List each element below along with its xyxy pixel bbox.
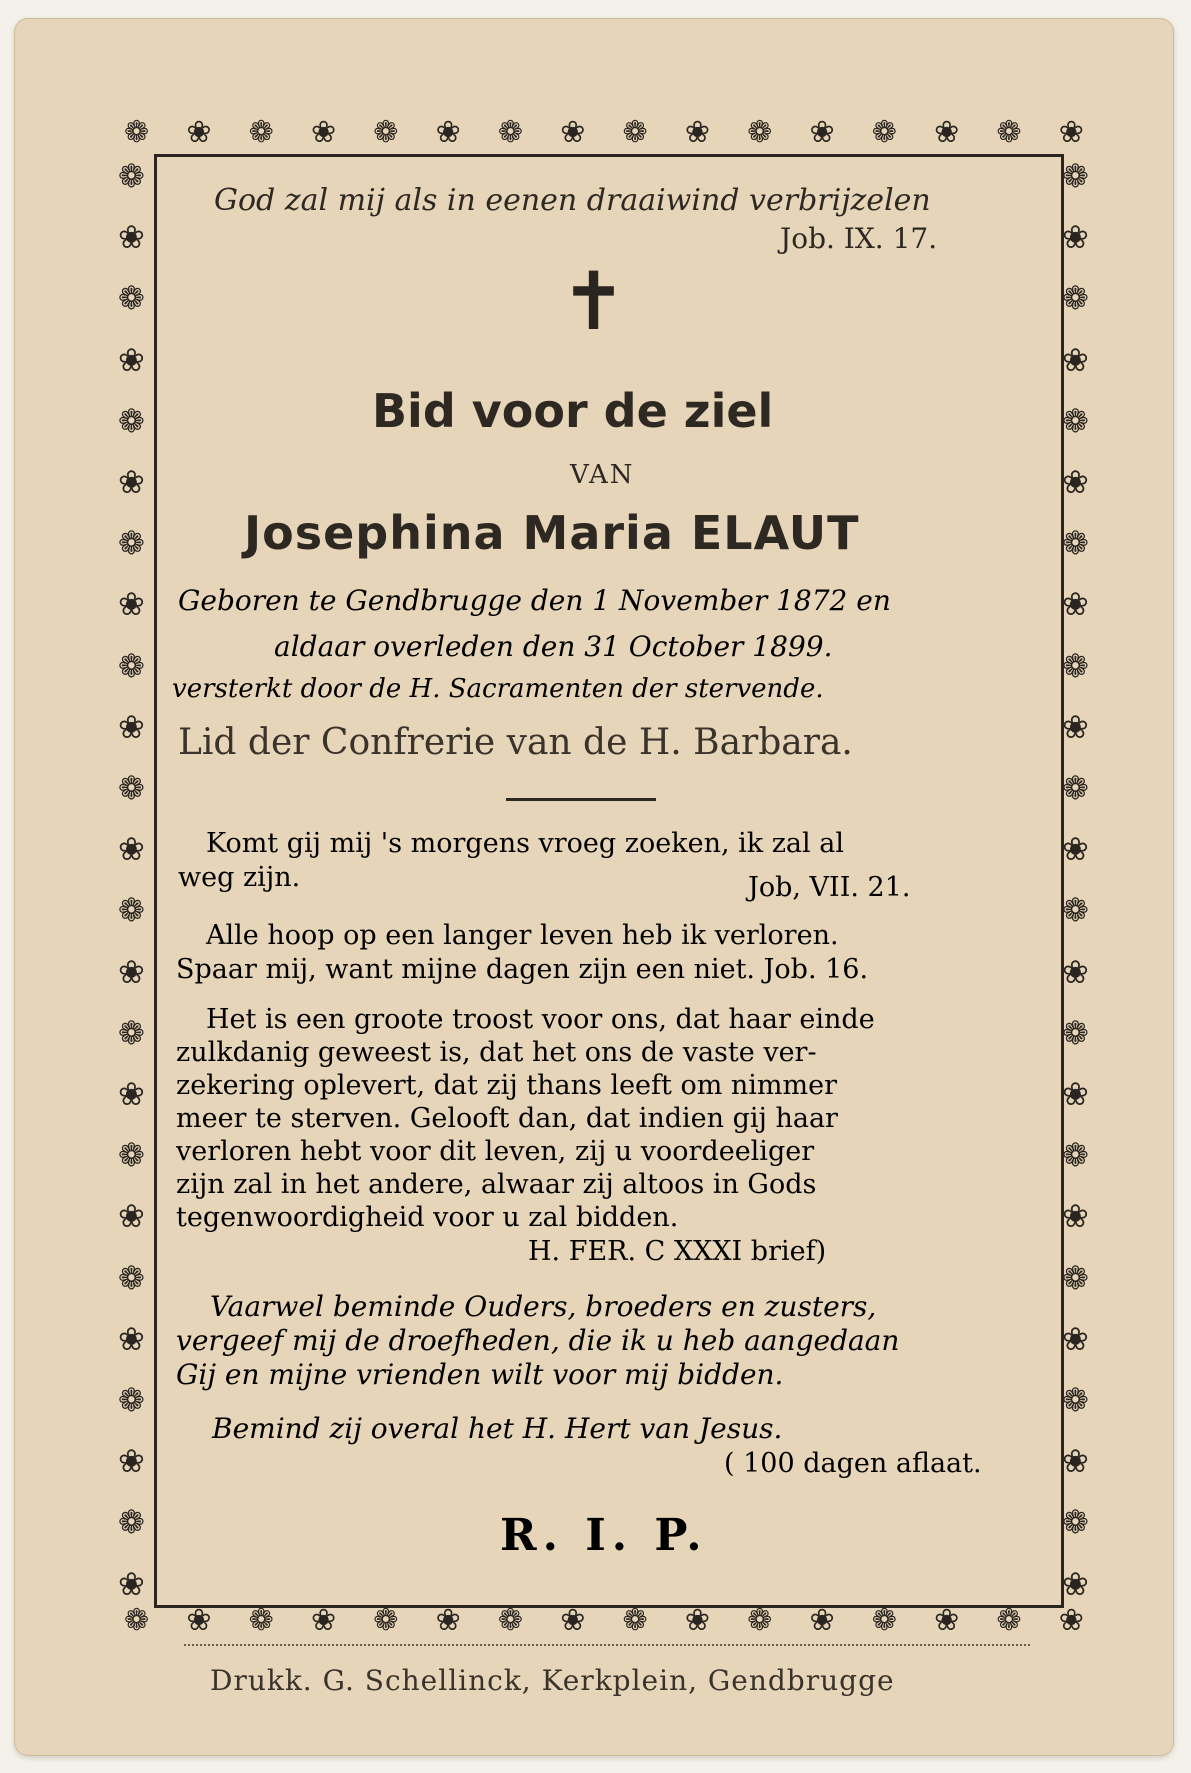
fleuron-icon: ❀ bbox=[1062, 707, 1089, 746]
fleuron-icon: ❁ bbox=[1062, 1503, 1089, 1542]
fleuron-icon: ❁ bbox=[497, 1603, 524, 1638]
biography-line-2: aldaar overleden den 31 October 1899. bbox=[274, 630, 833, 663]
epigraph-text: God zal mij als in eenen draaiwind verbrijzelen bbox=[214, 183, 931, 218]
fleuron-icon: ❁ bbox=[1062, 1013, 1089, 1052]
fleuron-icon: ❁ bbox=[996, 115, 1022, 150]
verse1-line-2: weg zijn. bbox=[178, 862, 301, 893]
confraternity-text: Lid der Confrerie van de H. Barbara. bbox=[178, 722, 853, 763]
verse2-line-2: Spaar mij, want mijne dagen zijn een niet. Job. 16. bbox=[176, 954, 869, 985]
fleuron-icon: ❀ bbox=[310, 115, 337, 150]
fleuron-icon: ❁ bbox=[124, 115, 150, 150]
fleuron-icon: ❀ bbox=[934, 115, 960, 150]
fleuron-icon: ❀ bbox=[1062, 830, 1089, 869]
fleuron-icon: ❀ bbox=[684, 115, 710, 150]
indulgence-text: ( 100 dagen aflaat. bbox=[724, 1448, 982, 1479]
fleuron-icon: ❀ bbox=[435, 115, 461, 150]
fleuron-icon: ❁ bbox=[118, 1013, 145, 1052]
fleuron-icon: ❀ bbox=[809, 1603, 835, 1638]
fleuron-icon: ❁ bbox=[747, 115, 773, 150]
ornament-border-right bbox=[1062, 157, 1098, 1603]
fleuron-icon: ❀ bbox=[435, 1603, 461, 1638]
epigraph-reference: Job. IX. 17. bbox=[780, 222, 938, 255]
fleuron-icon: ❀ bbox=[1062, 1075, 1089, 1114]
fleuron-icon: ❀ bbox=[310, 1603, 337, 1638]
fleuron-icon: ❀ bbox=[1062, 1319, 1089, 1358]
fleuron-icon: ❁ bbox=[871, 115, 897, 150]
verse1-line-1: Komt gij mij 's morgens vroeg zoeken, ik zal al bbox=[206, 828, 844, 859]
fleuron-icon: ❁ bbox=[996, 1603, 1022, 1638]
fleuron-icon: ❀ bbox=[118, 1319, 145, 1358]
verse3-line-7: tegenwoordigheid voor u zal bidden. bbox=[176, 1202, 679, 1233]
fleuron-icon: ❀ bbox=[118, 1442, 145, 1481]
farewell-line-2: vergeef mij de droefheden, die ik u heb aangedaan bbox=[176, 1324, 900, 1357]
rip-text: R. I. P. bbox=[500, 1510, 708, 1561]
fleuron-icon: ❀ bbox=[1062, 340, 1089, 379]
fleuron-icon: ❁ bbox=[118, 1503, 145, 1542]
verse3-line-3: zekering oplevert, dat zij thans leeft om nimmer bbox=[176, 1070, 838, 1101]
ornament-border-left bbox=[118, 157, 154, 1603]
fleuron-icon: ❀ bbox=[560, 115, 586, 150]
fleuron-icon: ❁ bbox=[118, 279, 145, 318]
fleuron-icon: ❁ bbox=[1062, 279, 1089, 318]
fleuron-icon: ❁ bbox=[124, 1603, 150, 1638]
farewell-line-1: Vaarwel beminde Ouders, broeders en zusters, bbox=[210, 1290, 877, 1323]
fleuron-icon: ❀ bbox=[1062, 1442, 1089, 1481]
fleuron-icon: ❀ bbox=[118, 1197, 145, 1236]
fleuron-icon: ❀ bbox=[118, 1564, 145, 1603]
fleuron-icon: ❁ bbox=[248, 115, 274, 150]
deceased-name: Josephina Maria ELAUT bbox=[244, 506, 860, 560]
fleuron-icon: ❁ bbox=[1062, 401, 1089, 440]
fleuron-icon: ❀ bbox=[118, 340, 145, 379]
fleuron-icon: ❀ bbox=[118, 463, 145, 502]
fleuron-icon: ❀ bbox=[1062, 952, 1089, 991]
fleuron-icon: ❀ bbox=[118, 707, 145, 746]
fleuron-icon: ❁ bbox=[871, 1603, 897, 1638]
fleuron-icon: ❀ bbox=[186, 1603, 212, 1638]
fleuron-icon: ❀ bbox=[684, 1603, 710, 1638]
fleuron-icon: ❀ bbox=[1062, 1197, 1089, 1236]
fleuron-icon: ❁ bbox=[497, 115, 524, 150]
fleuron-icon: ❀ bbox=[1062, 463, 1089, 502]
biography-line-1: Geboren te Gendbrugge den 1 November 1872 en bbox=[178, 584, 891, 617]
fleuron-icon: ❀ bbox=[560, 1603, 586, 1638]
fleuron-icon: ❁ bbox=[118, 646, 145, 685]
fleuron-icon: ❀ bbox=[1062, 585, 1089, 624]
fleuron-icon: ❁ bbox=[118, 1381, 145, 1420]
biography-line-3: versterkt door de H. Sacramenten der stervende. bbox=[172, 674, 824, 704]
fleuron-icon: ❁ bbox=[118, 1136, 145, 1175]
fleuron-icon: ❁ bbox=[118, 1258, 145, 1297]
printer-imprint: Drukk. G. Schellinck, Kerkplein, Gendbrugge bbox=[210, 1664, 895, 1697]
farewell-line-3: Gij en mijne vrienden wilt voor mij bidden. bbox=[176, 1358, 784, 1391]
fleuron-icon: ❀ bbox=[1058, 115, 1084, 150]
fleuron-icon: ❁ bbox=[1062, 157, 1089, 195]
verse2-line-1: Alle hoop op een langer leven heb ik verloren. bbox=[206, 920, 839, 951]
fleuron-icon: ❁ bbox=[1062, 1381, 1089, 1420]
divider bbox=[506, 798, 656, 801]
heading-title: Bid voor de ziel bbox=[372, 384, 774, 438]
fleuron-icon: ❁ bbox=[118, 401, 145, 440]
ornament-border-top bbox=[124, 115, 1084, 154]
fleuron-icon: ❀ bbox=[1062, 1564, 1089, 1603]
fleuron-icon: ❀ bbox=[1058, 1603, 1084, 1638]
fleuron-icon: ❁ bbox=[1062, 1136, 1089, 1175]
fleuron-icon: ❁ bbox=[747, 1603, 773, 1638]
fleuron-icon: ❀ bbox=[809, 115, 835, 150]
ornament-border-bottom bbox=[124, 1603, 1084, 1642]
fleuron-icon: ❁ bbox=[118, 769, 145, 808]
fleuron-icon: ❁ bbox=[1062, 646, 1089, 685]
fleuron-icon: ❀ bbox=[118, 952, 145, 991]
fleuron-icon: ❀ bbox=[118, 830, 145, 869]
van-label: VAN bbox=[570, 460, 635, 490]
fleuron-icon: ❀ bbox=[118, 585, 145, 624]
fleuron-icon: ❁ bbox=[622, 1603, 648, 1638]
verse3-reference: H. FER. C XXXI brief) bbox=[528, 1236, 827, 1267]
verse3-line-4: meer te sterven. Gelooft dan, dat indien gij haar bbox=[176, 1103, 838, 1134]
verse1-reference: Job, VII. 21. bbox=[748, 872, 911, 903]
fleuron-icon: ❁ bbox=[373, 115, 399, 150]
fleuron-icon: ❁ bbox=[622, 115, 648, 150]
fleuron-icon: ❁ bbox=[1062, 891, 1089, 930]
verse3-line-1: Het is een groote troost voor ons, dat haar einde bbox=[206, 1004, 875, 1035]
fleuron-icon: ❁ bbox=[118, 157, 145, 195]
fleuron-icon: ❀ bbox=[1062, 218, 1089, 257]
fleuron-icon: ❀ bbox=[934, 1603, 960, 1638]
fleuron-icon: ❀ bbox=[118, 218, 145, 257]
dotted-rule bbox=[184, 1644, 1030, 1646]
verse3-line-5: verloren hebt voor dit leven, zij u voordeeliger bbox=[176, 1136, 815, 1167]
fleuron-icon: ❁ bbox=[1062, 769, 1089, 808]
fleuron-icon: ❁ bbox=[1062, 524, 1089, 563]
fleuron-icon: ❀ bbox=[118, 1075, 145, 1114]
verse3-line-2: zulkdanig geweest is, dat het ons de vaste ver- bbox=[176, 1037, 817, 1068]
fleuron-icon: ❁ bbox=[248, 1603, 274, 1638]
fleuron-icon: ❁ bbox=[373, 1603, 399, 1638]
prayer-text: Bemind zij overal het H. Hert van Jesus. bbox=[212, 1412, 783, 1445]
cross-icon: ✝ bbox=[560, 255, 628, 348]
fleuron-icon: ❁ bbox=[118, 891, 145, 930]
fleuron-icon: ❁ bbox=[1062, 1258, 1089, 1297]
verse3-line-6: zijn zal in het andere, alwaar zij altoos in Gods bbox=[176, 1169, 817, 1200]
fleuron-icon: ❀ bbox=[186, 115, 212, 150]
fleuron-icon: ❁ bbox=[118, 524, 145, 563]
